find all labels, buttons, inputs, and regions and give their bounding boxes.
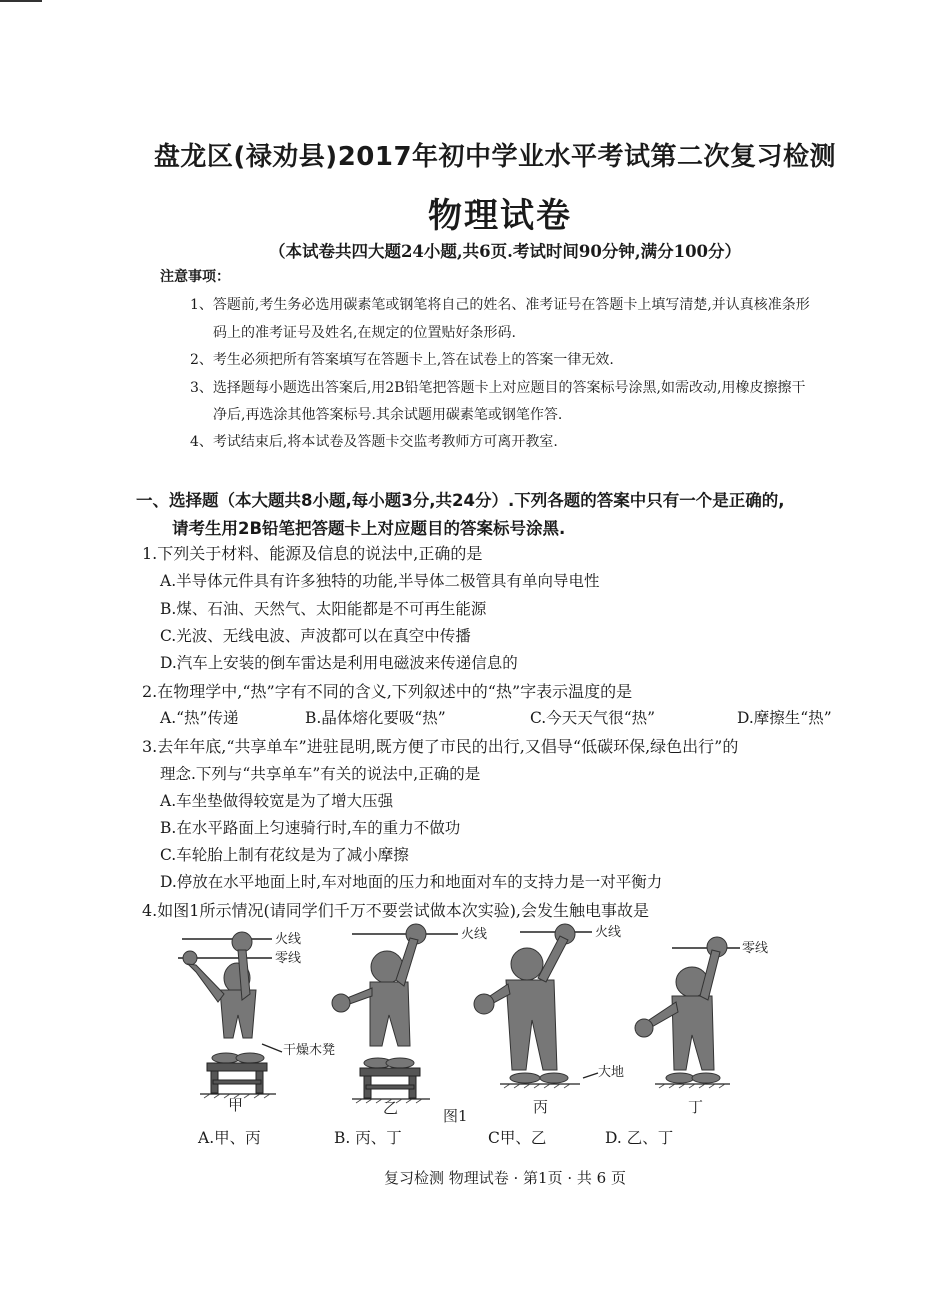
label-ground: 大地 <box>598 1065 625 1080</box>
exam-title: 盘龙区(禄劝县)2017年初中学业水平考试第二次复习检测 <box>153 142 837 172</box>
stool-b <box>360 1068 420 1098</box>
question-3-stem-cont: 理念.下列与“共享单车”有关的说法中,正确的是 <box>160 765 481 783</box>
q1-option-b: B.煤、石油、天然气、太阳能都是不可再生能源 <box>160 600 487 618</box>
panel-label-d: 丁 <box>688 1098 704 1116</box>
label-neutral-d: 零线 <box>742 941 769 956</box>
label-neutral-a: 零线 <box>275 951 302 966</box>
section-heading: 一、选择题（本大题共8小题,每小题3分,共24分）.下列各题的答案中只有一个是正确的, <box>136 491 785 510</box>
q3-option-c: C.车轮胎上制有花纹是为了减小摩擦 <box>160 846 409 864</box>
question-4-stem: 4.如图1所示情况(请同学们千万不要尝试做本次实验),会发生触电事故是 <box>142 901 650 920</box>
notes-heading: 注意事项： <box>160 269 230 285</box>
exam-info: （本试卷共四大题24小题,共6页.考试时间90分钟,满分100分） <box>268 242 742 261</box>
q4-option-a: A.甲、丙 <box>198 1129 261 1147</box>
q2-option-a: A.“热”传递 <box>160 709 239 727</box>
panel-label-b: 乙 <box>383 1099 399 1117</box>
panel-label-c: 丙 <box>533 1098 549 1116</box>
label-live-a: 火线 <box>275 932 302 947</box>
label-stool: 干燥木凳 <box>283 1043 336 1058</box>
person-b <box>332 924 426 1068</box>
question-1-stem: 1.下列关于材料、能源及信息的说法中,正确的是 <box>142 544 483 563</box>
note-item: 2、考生必须把所有答案填写在答题卡上,答在试卷上的答案一律无效. <box>190 352 614 368</box>
q3-option-b: B.在水平路面上匀速骑行时,车的重力不做功 <box>160 819 461 837</box>
person-d <box>635 937 727 1083</box>
q2-option-b: B.晶体熔化要吸“热” <box>305 709 446 727</box>
section-heading-cont: 请考生用2B铅笔把答题卡上对应题目的答案标号涂黑. <box>172 519 566 538</box>
q4-option-b: B. 丙、丁 <box>334 1129 402 1147</box>
q2-option-d: D.摩擦生“热” <box>737 709 832 727</box>
person-a <box>183 932 264 1063</box>
stool-a <box>207 1063 267 1093</box>
label-live-b: 火线 <box>461 927 488 942</box>
q1-option-c: C.光波、无线电波、声波都可以在真空中传播 <box>160 627 471 645</box>
scan-mark <box>0 0 42 2</box>
paper-title: 物理试卷 <box>428 196 572 236</box>
note-item: 1、答题前,考生务必选用碳素笔或钢笔将自己的姓名、准考证号在答题卡上填写清楚,并认真核准条形 <box>190 297 810 313</box>
q1-option-a: A.半导体元件具有许多独特的功能,半导体二极管具有单向导电性 <box>160 572 600 590</box>
q3-option-d: D.停放在水平地面上时,车对地面的压力和地面对车的支持力是一对平衡力 <box>160 873 663 891</box>
person-c <box>474 924 575 1083</box>
page-footer: 复习检测 物理试卷 · 第1页 · 共 6 页 <box>383 1169 626 1187</box>
panel-label-a: 甲 <box>228 1096 244 1114</box>
note-item: 3、选择题每小题选出答案后,用2B铅笔把答题卡上对应题目的答案标号涂黑,如需改动,用橡皮擦擦干 <box>190 380 806 396</box>
q3-option-a: A.车坐垫做得较宽是为了增大压强 <box>160 792 394 810</box>
note-item: 净后,再选涂其他答案标号.其余试题用碳素笔或钢笔作答. <box>213 407 563 423</box>
ground-hatching <box>204 1084 725 1103</box>
ground-lines <box>200 1084 730 1099</box>
q1-option-d: D.汽车上安装的倒车雷达是利用电磁波来传递信息的 <box>160 654 518 672</box>
q4-option-c: C甲、乙 <box>488 1129 547 1147</box>
question-2-stem: 2.在物理学中,“热”字有不同的含义,下列叙述中的“热”字表示温度的是 <box>142 682 633 701</box>
q4-option-d: D. 乙、丁 <box>605 1129 674 1147</box>
note-item: 4、考试结束后,将本试卷及答题卡交监考教师方可离开教室. <box>190 434 558 450</box>
question-3-stem: 3.去年年底,“共享单车”进驻昆明,既方便了市民的出行,又倡导“低碳环保,绿色出行”的 <box>142 737 739 756</box>
figure-1-illustration <box>0 920 950 1135</box>
note-item: 码上的准考证号及姓名,在规定的位置贴好条形码. <box>213 325 516 341</box>
figure-caption: 图1 <box>443 1107 468 1125</box>
q2-option-c: C.今天天气很“热” <box>530 709 656 727</box>
label-live-c: 火线 <box>595 925 622 940</box>
